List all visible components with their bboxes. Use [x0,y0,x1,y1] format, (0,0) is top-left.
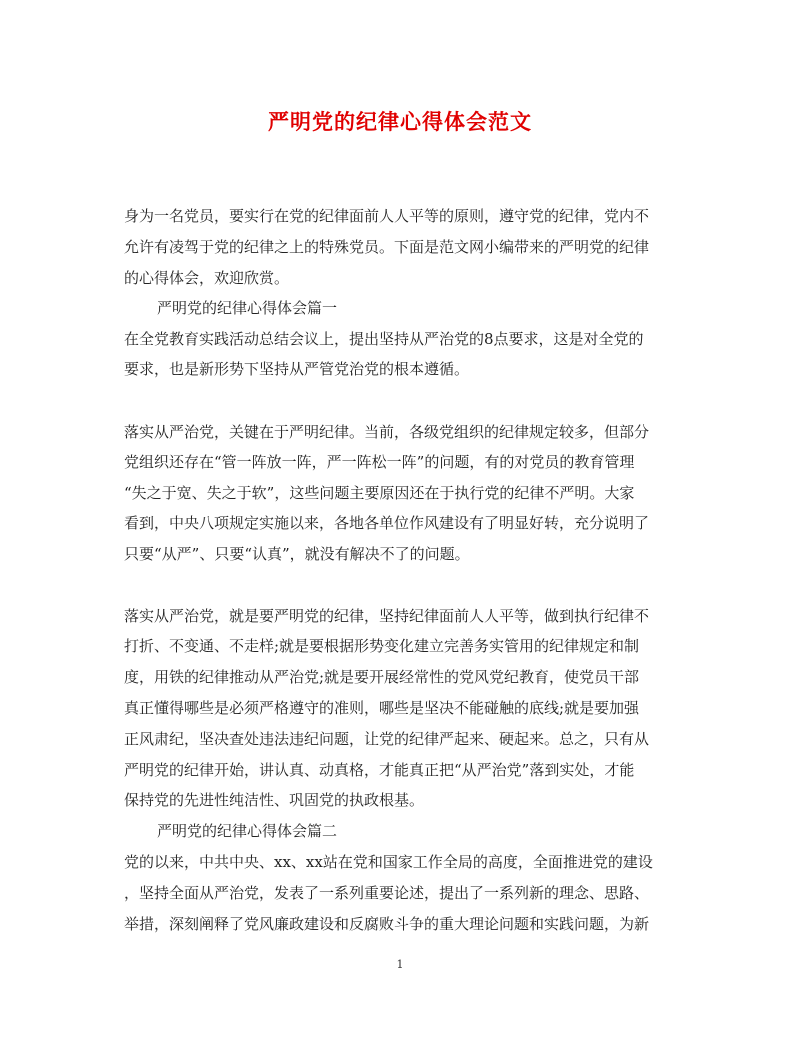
body-line: 真正懂得哪些是必须严格遵守的准则，哪些是坚决不能碰触的底线;就是要加强 [124,699,640,717]
body-line: 落实从严治党，就是要严明党的纪律，坚持纪律面前人人平等，做到执行纪律不 [124,607,650,625]
body-line: 正风肃纪，坚决查处违法违纪问题，让党的纪律严起来、硬起来。总之，只有从 [124,730,650,748]
body-line: 严明党的纪律开始，讲认真、动真格，才能真正把“从严治党”落到实处，才能 [124,761,635,779]
body-line: “失之于宽、失之于软”，这些问题主要原因还在于执行党的纪律不严明。大家 [124,484,635,502]
body-line: 身为一名党员，要实行在党的纪律面前人人平等的原则，遵守党的纪律，党内不 [124,207,650,225]
body-line: 打折、不变通、不走样;就是要根据形势变化建立完善务实管用的纪律规定和制 [124,637,640,655]
section-heading: 严明党的纪律心得体会篇一 [157,299,338,317]
page-number: 1 [396,958,404,971]
body-line: 度，用铁的纪律推动从严治党;就是要开展经常性的党风党纪教育，使党员干部 [124,668,640,686]
body-line: 允许有凌驾于党的纪律之上的特殊党员。下面是范文网小编带来的严明党的纪律 [124,238,650,256]
body-line: 的心得体会，欢迎欣赏。 [124,269,290,287]
body-line: ，坚持全面从严治党，发表了一系列重要论述，提出了一系列新的理念、思路、 [124,884,650,902]
body-line: 举措，深刻阐释了党风廉政建设和反腐败斗争的重大理论问题和实践问题，为新 [124,915,650,933]
document-title: 严明党的纪律心得体会范文 [268,109,532,134]
section-heading: 严明党的纪律心得体会篇二 [157,822,338,840]
body-line: 在全党教育实践活动总结会议上，提出坚持从严治党的8点要求，这是对全党的 [124,330,644,348]
body-line: 只要“从严”、只要“认真”，就没有解决不了的问题。 [124,545,470,563]
body-line: 落实从严治党，关键在于严明纪律。当前，各级党组织的纪律规定较多，但部分 [124,423,650,441]
body-line: 看到，中央八项规定实施以来，各地各单位作风建设有了明显好转，充分说明了 [124,514,650,532]
body-line: 党的以来，中共中央、xx、xx站在党和国家工作全局的高度，全面推进党的建设 [124,853,653,871]
body-line: 党组织还存在“管一阵放一阵，严一阵松一阵”的问题，有的对党员的教育管理 [124,453,635,471]
body-line: 要求，也是新形势下坚持从严管党治党的根本遵循。 [124,360,470,378]
body-line: 保持党的先进性纯洁性、巩固党的执政根基。 [124,791,425,809]
